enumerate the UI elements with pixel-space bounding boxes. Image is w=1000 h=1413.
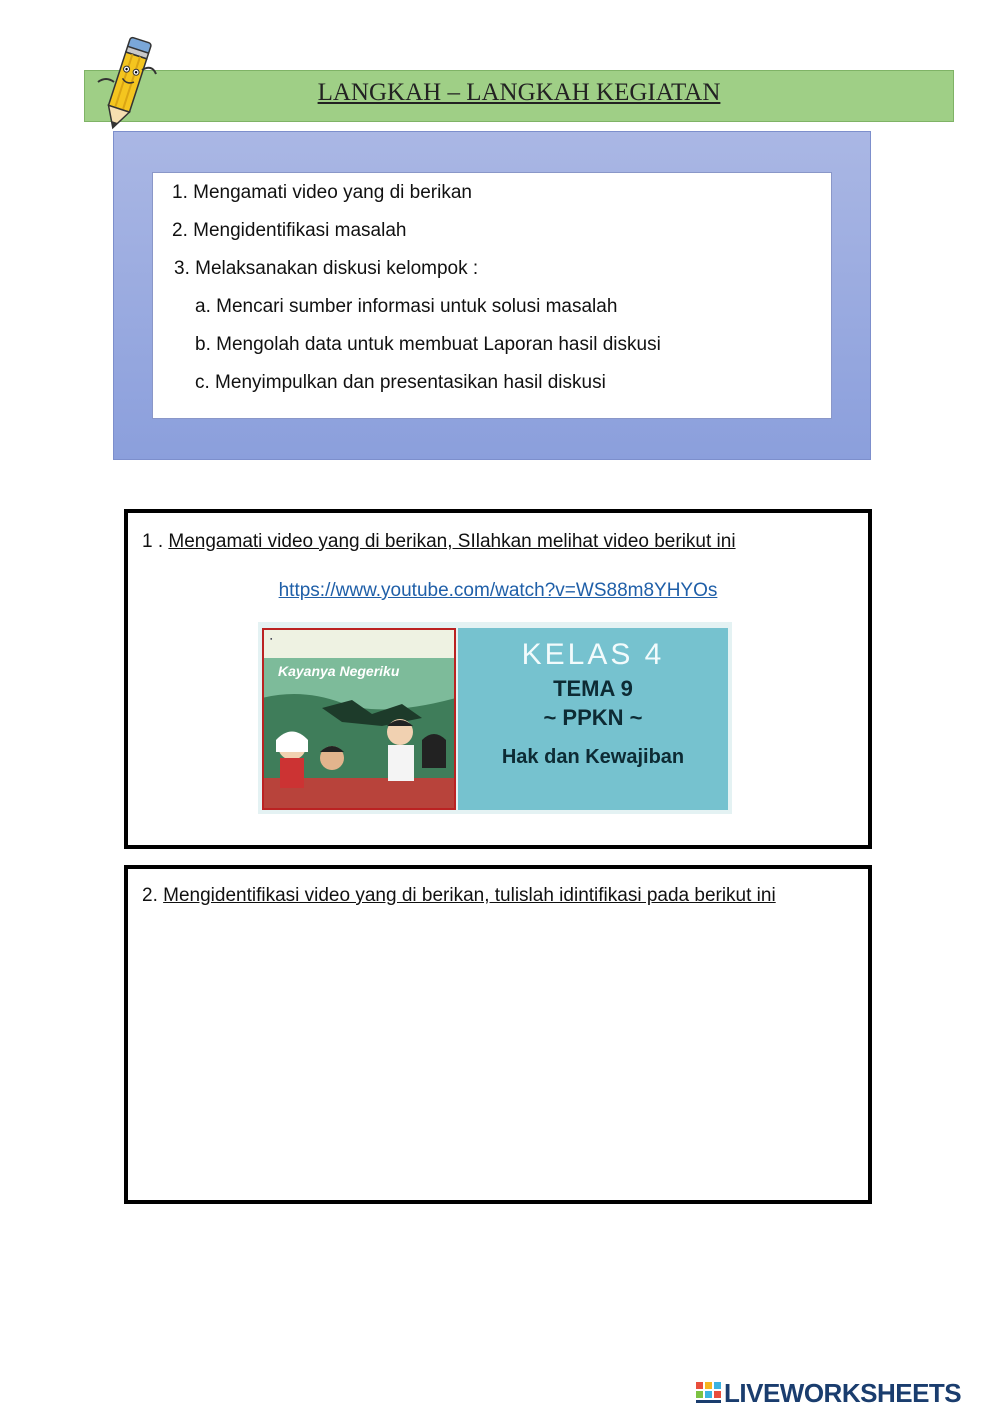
section-2-heading bbox=[142, 885, 776, 907]
step-3a: a. Mencari sumber informasi untuk solusi masalah bbox=[195, 296, 618, 317]
book-cover bbox=[262, 628, 456, 810]
liveworksheets-logo-icon bbox=[696, 1382, 722, 1404]
section-1-number: 1 . bbox=[142, 531, 169, 552]
youtube-link[interactable]: https://www.youtube.com/watch?v=WS88m8YHYOs bbox=[278, 580, 718, 601]
video-tema-text: TEMA 9 bbox=[553, 676, 633, 701]
video-topic-text: Hak dan Kewajiban bbox=[501, 746, 685, 768]
steps-list bbox=[152, 172, 832, 419]
video-thumbnail[interactable] bbox=[258, 622, 732, 814]
video-title-panel bbox=[458, 628, 728, 810]
book-cover-header: ● bbox=[270, 636, 273, 641]
step-1: 1. Mengamati video yang di berikan bbox=[172, 182, 472, 203]
liveworksheets-brand bbox=[696, 1378, 996, 1408]
page-title: LANGKAH – LANGKAH KEGIATAN bbox=[317, 79, 721, 106]
section-2-heading-text: Mengidentifikasi video yang di berikan, tulislah idintifikasi pada berikut ini bbox=[163, 885, 776, 906]
identification-answer-area[interactable] bbox=[138, 919, 858, 1190]
step-3: 3. Melaksanakan diskusi kelompok : bbox=[174, 258, 479, 279]
pencil-mascot-icon bbox=[92, 30, 162, 138]
step-3b: b. Mengolah data untuk membuat Laporan hasil diskusi bbox=[195, 334, 661, 355]
section-1-heading-text: Mengamati video yang di berikan, SIlahkan melihat video berikut ini bbox=[168, 531, 736, 552]
section-2-number: 2. bbox=[142, 885, 164, 906]
section-2-box bbox=[124, 865, 872, 1204]
step-2: 2. Mengidentifikasi masalah bbox=[172, 220, 407, 241]
book-cover-illustration bbox=[262, 628, 456, 810]
book-title: Kayanya Negeriku bbox=[278, 663, 400, 679]
video-subject-text: ~ PPKN ~ bbox=[543, 705, 643, 730]
video-kelas-text: KELAS 4 bbox=[521, 638, 665, 671]
section-1-heading bbox=[142, 531, 736, 553]
step-3c: c. Menyimpulkan dan presentasikan hasil diskusi bbox=[195, 372, 606, 393]
title-bar bbox=[84, 70, 954, 122]
brand-name: LIVEWORKSHEETS bbox=[724, 1378, 962, 1408]
